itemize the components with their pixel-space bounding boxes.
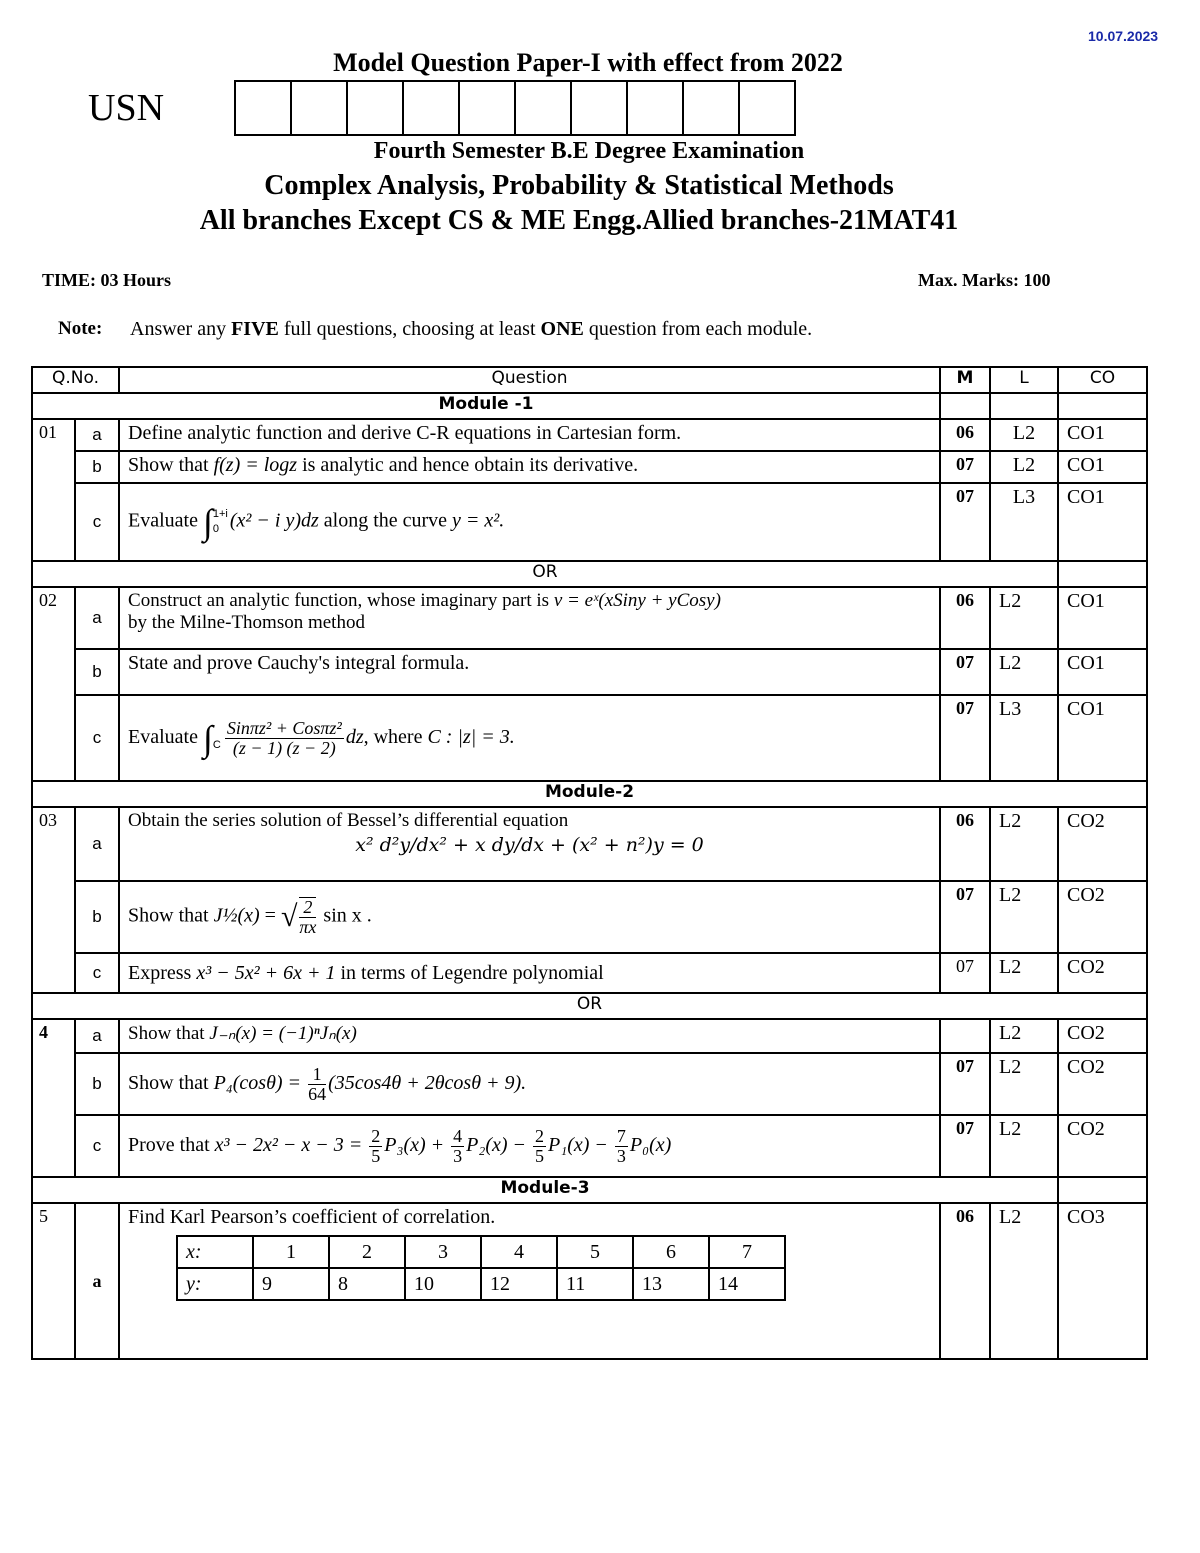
question-text: Obtain the series solution of Bessel’s differential equation x² d²y/dx² + x dy/dx + (x² + n²)y = 0 [119, 807, 940, 881]
y-label: y: [177, 1268, 253, 1300]
y-value-cell: 13 [633, 1268, 709, 1300]
integral-icon: ∫ [202, 502, 213, 542]
question-number: 4 [32, 1019, 75, 1177]
sub-label: a [75, 807, 119, 881]
x-value-cell: 4 [481, 1236, 557, 1268]
co-cell: CO2 [1058, 807, 1147, 881]
sub-label: a [75, 587, 119, 649]
question-text: Define analytic function and derive C-R equations in Cartesian form. [119, 419, 940, 451]
table-row [32, 419, 1147, 451]
level-cell: L2 [990, 419, 1058, 451]
marks-cell: 07 [940, 649, 990, 695]
question-number: 03 [32, 807, 75, 993]
max-marks: Max. Marks: 100 [918, 270, 1051, 290]
question-table [31, 366, 1148, 1360]
sub-label: a [75, 419, 119, 451]
marks-cell: 07 [940, 483, 990, 561]
x-value-cell: 3 [405, 1236, 481, 1268]
usn-box[interactable] [682, 80, 740, 136]
correlation-data-table [176, 1235, 786, 1301]
y-value-cell: 12 [481, 1268, 557, 1300]
module-row [32, 1177, 1147, 1203]
question-text: State and prove Cauchy's integral formula. [119, 649, 940, 695]
table-row [32, 1115, 1147, 1177]
x-value-cell: 2 [329, 1236, 405, 1268]
x-value-cell: 1 [253, 1236, 329, 1268]
module-row [32, 781, 1147, 807]
usn-box[interactable] [514, 80, 572, 136]
usn-boxes [236, 80, 796, 136]
table-row [32, 483, 1147, 561]
y-value-cell: 10 [405, 1268, 481, 1300]
co-cell: CO3 [1058, 1203, 1147, 1359]
question-text: Construct an analytic function, whose imaginary part is v = eˣ(xSiny + yCosy) by the Milne-Thomson method [119, 587, 940, 649]
marks-cell: 07 [940, 451, 990, 483]
note-label: Note: [58, 318, 103, 339]
marks-cell [940, 1019, 990, 1053]
bessel-equation: x² d²y/dx² + x dy/dx + (x² + n²)y = 0 [355, 834, 704, 856]
question-text: Show that f(z) = logz is analytic and hence obtain its derivative. [119, 451, 940, 483]
level-cell: L2 [990, 451, 1058, 483]
co-cell: CO2 [1058, 1115, 1147, 1177]
sub-label: b [75, 1053, 119, 1115]
question-text: Express x³ − 5x² + 6x + 1 in terms of Legendre polynomial [119, 953, 940, 993]
level-cell: L2 [990, 1019, 1058, 1053]
integral-icon: ∫ [202, 718, 213, 758]
paper-title: Model Question Paper-I with effect from 2022 [333, 48, 843, 77]
x-label: x: [177, 1236, 253, 1268]
table-row [32, 881, 1147, 953]
level-cell: L2 [990, 1053, 1058, 1115]
question-text: Prove that x³ − 2x² − x − 3 = $\frac{2}{5}$ P₃(x) + $\frac{4}{3}$ P₂(x) − $\frac{2}{5}$ P₁(x) − $\frac{7}{3}$ P₀(x) [119, 1115, 940, 1177]
y-value-cell: 11 [557, 1268, 633, 1300]
table-row [32, 587, 1147, 649]
co-cell: CO2 [1058, 1053, 1147, 1115]
module-2-heading: Module-2 [32, 781, 1147, 807]
co-cell: CO1 [1058, 451, 1147, 483]
branches-heading: All branches Except CS & ME Engg.Allied branches-21MAT41 [199, 205, 959, 236]
marks-cell: 06 [940, 587, 990, 649]
marks-cell: 06 [940, 419, 990, 451]
question-number: 02 [32, 587, 75, 781]
usn-box[interactable] [234, 80, 292, 136]
sub-label: b [75, 451, 119, 483]
table-row [32, 649, 1147, 695]
question-text: Find Karl Pearson’s coefficient of correlation. x: 1 2 3 4 5 6 7 y: 9 8 10 12 11 13 14 [119, 1203, 940, 1359]
marks-cell: 07 [940, 695, 990, 781]
table-row [32, 1203, 1147, 1359]
table-header-row [32, 367, 1147, 393]
sub-label: a [75, 1019, 119, 1053]
question-text: Show that J₋ₙ(x) = (−1)ⁿJₙ(x) [119, 1019, 940, 1053]
module-row [32, 393, 1147, 419]
x-value-cell: 5 [557, 1236, 633, 1268]
co-cell: CO2 [1058, 881, 1147, 953]
co-cell: CO1 [1058, 419, 1147, 451]
table-row [32, 807, 1147, 881]
level-cell: L3 [990, 695, 1058, 781]
question-number: 01 [32, 419, 75, 561]
question-text: Show that J½(x) = √ $\frac{2}{\pi x}$ sin x . [119, 881, 940, 953]
level-cell: L2 [990, 953, 1058, 993]
marks-cell: 07 [940, 1053, 990, 1115]
question-number: 5 [32, 1203, 75, 1359]
header-m: M [940, 367, 990, 393]
usn-box[interactable] [346, 80, 404, 136]
sqrt-icon: √ [280, 900, 298, 933]
marks-cell: 06 [940, 807, 990, 881]
x-value-cell: 6 [633, 1236, 709, 1268]
question-text: Evaluate ∫ 1+i 0 (x² − i y)dz along the curve y = x². [119, 483, 940, 561]
usn-box[interactable] [402, 80, 460, 136]
marks-cell: 07 [940, 1115, 990, 1177]
header-question: Question [119, 367, 940, 393]
module-3-heading: Module-3 [32, 1177, 1058, 1203]
co-cell: CO1 [1058, 649, 1147, 695]
co-cell: CO2 [1058, 1019, 1147, 1053]
subject-heading: Complex Analysis, Probability & Statistical Methods [264, 170, 894, 201]
level-cell: L2 [990, 881, 1058, 953]
y-value-cell: 9 [253, 1268, 329, 1300]
co-cell: CO1 [1058, 483, 1147, 561]
level-cell: L2 [990, 1115, 1058, 1177]
sub-label: b [75, 881, 119, 953]
sub-label: c [75, 695, 119, 781]
table-row [32, 1019, 1147, 1053]
y-value-cell: 8 [329, 1268, 405, 1300]
usn-box[interactable] [570, 80, 628, 136]
sub-label: c [75, 483, 119, 561]
table-row [32, 953, 1147, 993]
header-qno: Q.No. [32, 367, 119, 393]
sub-label: c [75, 953, 119, 993]
date-stamp: 10.07.2023 [1088, 28, 1159, 44]
question-text: Show that P₄(cosθ) = $\frac{1}{64}$ (35cos4θ + 2θcosθ + 9). [119, 1053, 940, 1115]
module-1-heading: Module -1 [32, 393, 940, 419]
note-text: Answer any FIVE full questions, choosing at least ONE question from each module. [130, 318, 813, 340]
marks-cell: 07 [940, 881, 990, 953]
usn-box[interactable] [738, 80, 796, 136]
semester-heading: Fourth Semester B.E Degree Examination [373, 138, 805, 164]
usn-label: USN [88, 87, 165, 129]
level-cell: L2 [990, 587, 1058, 649]
table-row [32, 1053, 1147, 1115]
sub-label: c [75, 1115, 119, 1177]
or-row [32, 561, 1147, 587]
sub-label: a [75, 1203, 119, 1359]
or-row [32, 993, 1147, 1019]
level-cell: L2 [990, 807, 1058, 881]
level-cell: L2 [990, 1203, 1058, 1359]
table-row [32, 695, 1147, 781]
level-cell: L2 [990, 649, 1058, 695]
header-l: L [990, 367, 1058, 393]
co-cell: CO1 [1058, 695, 1147, 781]
usn-box[interactable] [290, 80, 348, 136]
co-cell: CO1 [1058, 587, 1147, 649]
y-row [177, 1268, 785, 1300]
marks-cell: 06 [940, 1203, 990, 1359]
marks-cell: 07 [940, 953, 990, 993]
x-row [177, 1236, 785, 1268]
or-separator: OR [32, 993, 1147, 1019]
table-row [32, 451, 1147, 483]
sub-label: b [75, 649, 119, 695]
or-separator: OR [32, 561, 1058, 587]
level-cell: L3 [990, 483, 1058, 561]
usn-box[interactable] [626, 80, 684, 136]
usn-box[interactable] [458, 80, 516, 136]
exam-time: TIME: 03 Hours [42, 270, 172, 290]
y-value-cell: 14 [709, 1268, 785, 1300]
co-cell: CO2 [1058, 953, 1147, 993]
header-co: CO [1058, 367, 1147, 393]
question-text: Evaluate ∫ C $\frac{\text{Sinπz² + Cosπz²}}{(z - 1) (z - 2)}$ dz, where C : |z| = 3. [119, 695, 940, 781]
x-value-cell: 7 [709, 1236, 785, 1268]
